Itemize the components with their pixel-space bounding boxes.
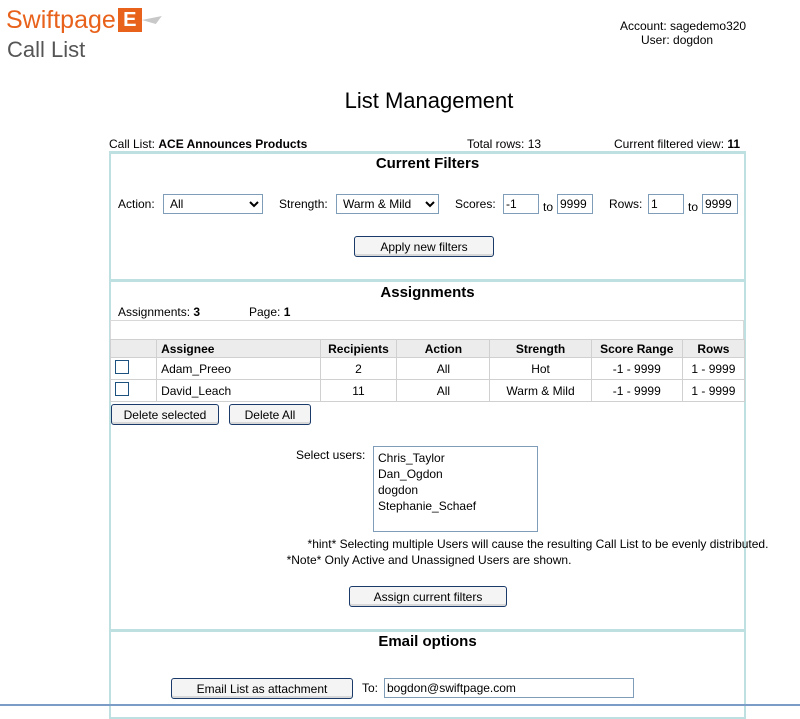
action-label: Action: [118, 197, 155, 211]
score-range-cell: -1 - 9999 [591, 380, 682, 402]
score-from-input[interactable] [503, 194, 539, 214]
assignments-count-label: Assignments: [118, 305, 191, 319]
assignee-cell: Adam_Preeo [157, 358, 321, 380]
column-header[interactable]: Recipients [320, 340, 397, 358]
call-list-name: ACE Announces Products [158, 137, 308, 151]
assignee-cell: David_Leach [157, 380, 321, 402]
column-header[interactable]: Score Range [591, 340, 682, 358]
action-cell: All [397, 380, 490, 402]
logo-swoosh-icon [142, 16, 162, 24]
total-rows [467, 137, 541, 151]
score-to-input[interactable] [557, 194, 593, 214]
email-to-input[interactable] [384, 678, 634, 698]
row-select-checkbox[interactable] [115, 360, 129, 374]
user-option[interactable]: Stephanie_Schaef [378, 499, 477, 513]
user-label: User: [641, 33, 670, 47]
delete-selected-button[interactable]: Delete selected [111, 404, 219, 425]
user-value: dogdon [673, 33, 714, 47]
product-name: Call List [7, 37, 86, 62]
select-users-label: Select users: [296, 448, 366, 462]
table-header-row [111, 340, 745, 358]
score-range-cell: -1 - 9999 [591, 358, 682, 380]
strength-select[interactable] [336, 194, 439, 214]
account-info [620, 19, 790, 47]
column-header[interactable]: Assignee [157, 340, 321, 358]
rows-to-input[interactable] [702, 194, 738, 214]
rows-label: Rows: [609, 197, 643, 211]
delete-all-button[interactable]: Delete All [229, 404, 311, 425]
recipients-cell: 11 [320, 380, 397, 402]
total-rows-label: Total rows: [467, 137, 525, 151]
strength-cell: Hot [490, 358, 591, 380]
strength-label: Strength: [279, 197, 328, 211]
rows-cell: 1 - 9999 [682, 380, 744, 402]
note-text: *Note* Only Active and Unassigned Users are shown. [286, 553, 572, 567]
table-row [111, 358, 745, 380]
swiftpage-logo [6, 6, 162, 35]
account-label: Account: [620, 19, 667, 33]
column-header[interactable]: Rows [682, 340, 744, 358]
rows-cell: 1 - 9999 [682, 358, 744, 380]
total-rows-value: 13 [527, 137, 542, 151]
assignments-count-value: 3 [193, 305, 201, 319]
hint-text: *hint* Selecting multiple Users will cause the resulting Call List to be evenly distributed. [307, 537, 769, 551]
select-column-header [111, 340, 157, 358]
score-to-label: to [543, 200, 554, 214]
email-list-button[interactable]: Email List as attachment [171, 678, 353, 699]
assignments-count [118, 305, 200, 319]
user-option[interactable]: dogdon [378, 483, 419, 497]
page-title: List Management [344, 88, 514, 113]
assign-filters-button[interactable]: Assign current filters [349, 586, 507, 607]
table-row [111, 380, 745, 402]
logo-e-mark: E [118, 8, 142, 32]
page-label: Page: [249, 305, 281, 319]
filtered-view [614, 137, 740, 151]
recipients-cell: 2 [320, 358, 397, 380]
column-header[interactable]: Action [397, 340, 490, 358]
scores-label: Scores: [455, 197, 496, 211]
call-list-label: Call List: [109, 137, 156, 151]
user-option[interactable]: Dan_Ogdon [378, 467, 443, 481]
assignments-title: Assignments [380, 284, 475, 301]
strength-cell: Warm & Mild [490, 380, 591, 402]
rows-from-input[interactable] [648, 194, 684, 214]
to-label: To: [362, 681, 379, 695]
filtered-view-label: Current filtered view: [614, 137, 725, 151]
account-value: sagedemo320 [670, 19, 747, 33]
email-options-title: Email options [378, 633, 477, 650]
rows-to-label: to [688, 200, 699, 214]
filters-title: Current Filters [375, 155, 480, 172]
logo-text: Swiftpage [6, 6, 116, 34]
page-indicator [249, 305, 290, 319]
action-select[interactable] [163, 194, 263, 214]
row-select-checkbox[interactable] [115, 382, 129, 396]
call-list-summary [109, 137, 307, 151]
table-toolbar-strip [110, 320, 744, 340]
filtered-view-value: 11 [727, 137, 741, 151]
page-value: 1 [283, 305, 291, 319]
users-listbox[interactable] [373, 446, 538, 532]
assignments-table [110, 339, 745, 402]
user-option[interactable]: Chris_Taylor [378, 451, 445, 465]
action-cell: All [397, 358, 490, 380]
apply-filters-button[interactable]: Apply new filters [354, 236, 494, 257]
column-header[interactable]: Strength [490, 340, 591, 358]
window-bottom-border [0, 704, 800, 706]
